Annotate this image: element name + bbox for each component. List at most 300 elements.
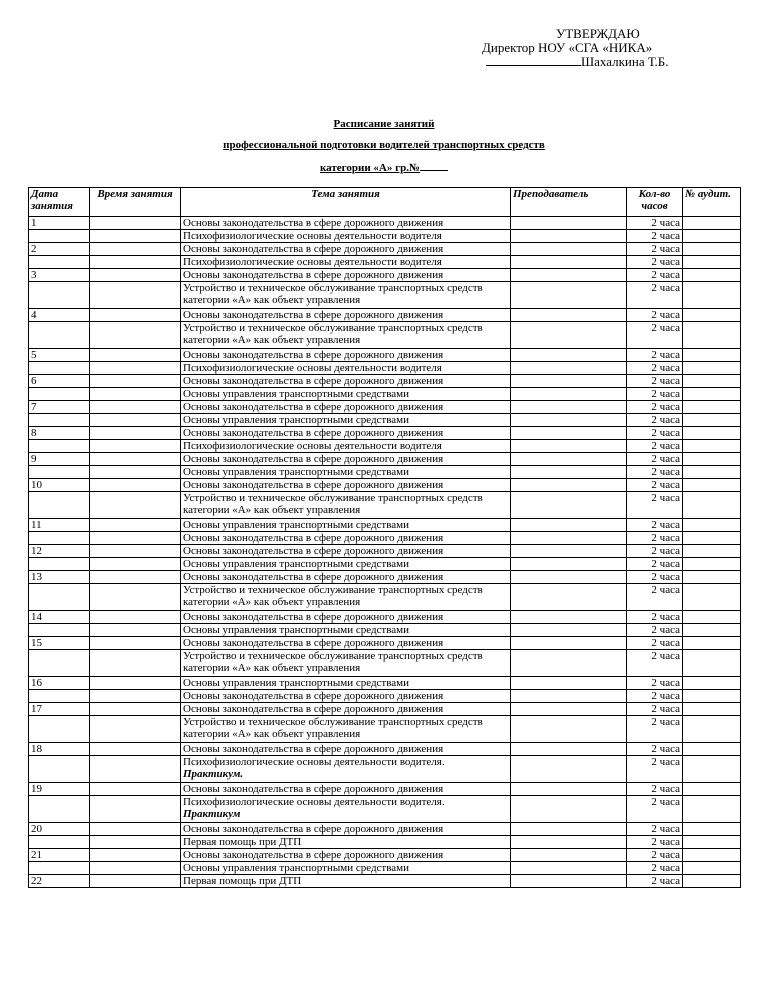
- group-number-blank: [420, 160, 448, 171]
- cell-time: [90, 849, 181, 862]
- cell-date: 2: [29, 243, 90, 256]
- cell-date: 9: [29, 453, 90, 466]
- cell-topic: [181, 362, 511, 375]
- cell-teacher: [511, 269, 627, 282]
- cell-teacher: [511, 243, 627, 256]
- topic-text: Устройство и техническое обслуживание транспортных средств категории «А» как объект управления: [183, 282, 483, 306]
- cell-topic: [181, 756, 511, 783]
- cell-hours: 2 часа: [627, 269, 683, 282]
- cell-time: [90, 309, 181, 322]
- cell-date: 8: [29, 427, 90, 440]
- cell-room: [683, 584, 741, 611]
- cell-date: [29, 584, 90, 611]
- schedule-title: Расписание занятий: [333, 118, 435, 130]
- cell-time: [90, 388, 181, 401]
- cell-room: [683, 349, 741, 362]
- cell-topic: [181, 466, 511, 479]
- approval-heading: УТВЕРЖДАЮ: [556, 26, 640, 41]
- cell-date: [29, 532, 90, 545]
- cell-room: [683, 440, 741, 453]
- cell-hours: 2 часа: [627, 256, 683, 269]
- cell-date: 4: [29, 309, 90, 322]
- topic-text: Основы законодательства в сфере дорожного движения: [183, 637, 444, 649]
- cell-time: [90, 519, 181, 532]
- cell-teacher: [511, 401, 627, 414]
- table-row: [29, 519, 741, 532]
- topic-text: Устройство и техническое обслуживание транспортных средств категории «А» как объект управления: [183, 584, 483, 608]
- cell-room: [683, 849, 741, 862]
- cell-hours: 2 часа: [627, 862, 683, 875]
- cell-hours: 2 часа: [627, 230, 683, 243]
- cell-room: [683, 309, 741, 322]
- cell-teacher: [511, 519, 627, 532]
- table-row: [29, 690, 741, 703]
- cell-date: [29, 624, 90, 637]
- cell-room: [683, 650, 741, 677]
- table-row: [29, 479, 741, 492]
- cell-hours: 2 часа: [627, 836, 683, 849]
- cell-teacher: [511, 453, 627, 466]
- header-date: Дата занятия: [29, 188, 90, 217]
- cell-hours: 2 часа: [627, 282, 683, 309]
- cell-time: [90, 690, 181, 703]
- cell-room: [683, 571, 741, 584]
- topic-text: Основы законодательства в сфере дорожного движения: [183, 269, 444, 281]
- cell-teacher: [511, 427, 627, 440]
- cell-topic: [181, 453, 511, 466]
- table-row: [29, 743, 741, 756]
- cell-date: [29, 796, 90, 823]
- cell-room: [683, 545, 741, 558]
- cell-teacher: [511, 440, 627, 453]
- cell-time: [90, 611, 181, 624]
- practicum-note: Практикум.: [183, 768, 244, 780]
- cell-topic: [181, 703, 511, 716]
- cell-time: [90, 836, 181, 849]
- cell-time: [90, 256, 181, 269]
- cell-teacher: [511, 584, 627, 611]
- cell-teacher: [511, 796, 627, 823]
- cell-time: [90, 349, 181, 362]
- cell-topic: [181, 519, 511, 532]
- cell-date: 17: [29, 703, 90, 716]
- cell-date: [29, 440, 90, 453]
- cell-hours: 2 часа: [627, 414, 683, 427]
- cell-topic: [181, 796, 511, 823]
- cell-hours: 2 часа: [627, 624, 683, 637]
- table-row: [29, 783, 741, 796]
- topic-text: Устройство и техническое обслуживание транспортных средств категории «А» как объект управления: [183, 650, 483, 674]
- cell-time: [90, 427, 181, 440]
- cell-date: 22: [29, 875, 90, 888]
- cell-room: [683, 743, 741, 756]
- topic-text: Основы законодательства в сфере дорожного движения: [183, 545, 444, 557]
- table-row: [29, 532, 741, 545]
- table-row: [29, 677, 741, 690]
- table-row: [29, 230, 741, 243]
- cell-teacher: [511, 716, 627, 743]
- cell-teacher: [511, 375, 627, 388]
- table-row: [29, 584, 741, 611]
- topic-text: Основы управления транспортными средствами: [183, 624, 410, 636]
- cell-date: [29, 322, 90, 349]
- table-row: [29, 836, 741, 849]
- cell-time: [90, 703, 181, 716]
- table-row: [29, 427, 741, 440]
- cell-hours: 2 часа: [627, 401, 683, 414]
- cell-hours: 2 часа: [627, 309, 683, 322]
- topic-text: Основы управления транспортными средствами: [183, 862, 410, 874]
- cell-time: [90, 243, 181, 256]
- table-row: [29, 796, 741, 823]
- topic-text: Основы законодательства в сфере дорожного движения: [183, 453, 444, 465]
- signature-blank: [486, 55, 581, 66]
- cell-date: [29, 414, 90, 427]
- table-row: [29, 269, 741, 282]
- cell-hours: 2 часа: [627, 479, 683, 492]
- cell-date: [29, 690, 90, 703]
- cell-room: [683, 637, 741, 650]
- cell-topic: [181, 571, 511, 584]
- topic-text: Основы законодательства в сфере дорожного движения: [183, 823, 444, 835]
- table-row: [29, 650, 741, 677]
- schedule-table: [28, 187, 741, 888]
- schedule-rows: [29, 217, 741, 888]
- cell-hours: 2 часа: [627, 703, 683, 716]
- table-header-row: [29, 188, 741, 217]
- cell-date: [29, 230, 90, 243]
- cell-date: [29, 466, 90, 479]
- cell-room: [683, 243, 741, 256]
- cell-teacher: [511, 545, 627, 558]
- cell-topic: [181, 783, 511, 796]
- cell-hours: 2 часа: [627, 796, 683, 823]
- cell-date: [29, 716, 90, 743]
- cell-topic: [181, 532, 511, 545]
- cell-time: [90, 756, 181, 783]
- cell-topic: [181, 388, 511, 401]
- cell-hours: 2 часа: [627, 823, 683, 836]
- table-row: [29, 703, 741, 716]
- table-row: [29, 362, 741, 375]
- cell-room: [683, 532, 741, 545]
- cell-room: [683, 862, 741, 875]
- table-row: [29, 862, 741, 875]
- table-row: [29, 401, 741, 414]
- cell-time: [90, 375, 181, 388]
- schedule-subtitle: профессиональной подготовки водителей транспортных средств: [223, 139, 545, 151]
- cell-time: [90, 624, 181, 637]
- cell-hours: 2 часа: [627, 440, 683, 453]
- cell-room: [683, 375, 741, 388]
- cell-time: [90, 322, 181, 349]
- cell-teacher: [511, 571, 627, 584]
- cell-hours: 2 часа: [627, 466, 683, 479]
- cell-room: [683, 875, 741, 888]
- cell-time: [90, 453, 181, 466]
- cell-hours: 2 часа: [627, 650, 683, 677]
- cell-teacher: [511, 322, 627, 349]
- cell-time: [90, 716, 181, 743]
- cell-room: [683, 282, 741, 309]
- table-row: [29, 545, 741, 558]
- cell-topic: [181, 269, 511, 282]
- cell-time: [90, 269, 181, 282]
- table-row: [29, 309, 741, 322]
- cell-date: [29, 558, 90, 571]
- topic-text: Основы законодательства в сфере дорожного движения: [183, 532, 444, 544]
- topic-text: Основы законодательства в сфере дорожного движения: [183, 571, 444, 583]
- cell-time: [90, 558, 181, 571]
- approval-block: [478, 27, 708, 69]
- table-row: [29, 282, 741, 309]
- cell-teacher: [511, 743, 627, 756]
- cell-topic: [181, 743, 511, 756]
- cell-teacher: [511, 532, 627, 545]
- topic-text: Психофизиологические основы деятельности водителя.: [183, 756, 445, 768]
- cell-time: [90, 743, 181, 756]
- cell-room: [683, 362, 741, 375]
- cell-room: [683, 796, 741, 823]
- cell-date: 16: [29, 677, 90, 690]
- cell-date: 18: [29, 743, 90, 756]
- cell-room: [683, 611, 741, 624]
- cell-topic: [181, 545, 511, 558]
- cell-room: [683, 690, 741, 703]
- cell-teacher: [511, 875, 627, 888]
- cell-room: [683, 414, 741, 427]
- cell-hours: 2 часа: [627, 217, 683, 230]
- cell-teacher: [511, 362, 627, 375]
- cell-time: [90, 783, 181, 796]
- cell-room: [683, 427, 741, 440]
- cell-date: 1: [29, 217, 90, 230]
- cell-hours: 2 часа: [627, 349, 683, 362]
- cell-teacher: [511, 862, 627, 875]
- cell-teacher: [511, 783, 627, 796]
- topic-text: Психофизиологические основы деятельности водителя.: [183, 796, 445, 808]
- cell-date: 19: [29, 783, 90, 796]
- cell-teacher: [511, 690, 627, 703]
- cell-teacher: [511, 836, 627, 849]
- cell-room: [683, 519, 741, 532]
- topic-text: Первая помощь при ДТП: [183, 875, 302, 887]
- cell-time: [90, 401, 181, 414]
- topic-text: Основы законодательства в сфере дорожного движения: [183, 375, 444, 387]
- cell-topic: [181, 823, 511, 836]
- cell-room: [683, 453, 741, 466]
- cell-topic: [181, 558, 511, 571]
- cell-teacher: [511, 703, 627, 716]
- cell-topic: [181, 624, 511, 637]
- topic-text: Основы законодательства в сфере дорожного движения: [183, 401, 444, 413]
- cell-topic: [181, 836, 511, 849]
- cell-teacher: [511, 479, 627, 492]
- approval-signature: Шахалкина Т.Б.: [581, 54, 669, 69]
- topic-text: Основы законодательства в сфере дорожного движения: [183, 217, 444, 229]
- cell-room: [683, 401, 741, 414]
- cell-room: [683, 823, 741, 836]
- cell-teacher: [511, 624, 627, 637]
- cell-topic: [181, 349, 511, 362]
- cell-teacher: [511, 349, 627, 362]
- table-row: [29, 558, 741, 571]
- cell-time: [90, 862, 181, 875]
- cell-time: [90, 545, 181, 558]
- cell-teacher: [511, 282, 627, 309]
- topic-text: Основы законодательства в сфере дорожного движения: [183, 690, 444, 702]
- cell-date: 12: [29, 545, 90, 558]
- cell-hours: 2 часа: [627, 637, 683, 650]
- table-row: [29, 571, 741, 584]
- cell-hours: 2 часа: [627, 849, 683, 862]
- cell-hours: 2 часа: [627, 243, 683, 256]
- table-row: [29, 875, 741, 888]
- cell-hours: 2 часа: [627, 783, 683, 796]
- cell-teacher: [511, 558, 627, 571]
- table-row: [29, 492, 741, 519]
- cell-hours: 2 часа: [627, 532, 683, 545]
- topic-text: Основы законодательства в сфере дорожного движения: [183, 427, 444, 439]
- topic-text: Основы законодательства в сфере дорожного движения: [183, 743, 444, 755]
- cell-date: 7: [29, 401, 90, 414]
- cell-topic: [181, 716, 511, 743]
- table-row: [29, 453, 741, 466]
- cell-time: [90, 282, 181, 309]
- table-row: [29, 611, 741, 624]
- cell-topic: [181, 650, 511, 677]
- table-row: [29, 466, 741, 479]
- table-row: [29, 440, 741, 453]
- cell-hours: 2 часа: [627, 453, 683, 466]
- topic-text: Основы законодательства в сфере дорожного движения: [183, 243, 444, 255]
- cell-room: [683, 703, 741, 716]
- cell-time: [90, 584, 181, 611]
- cell-teacher: [511, 637, 627, 650]
- cell-time: [90, 479, 181, 492]
- cell-hours: 2 часа: [627, 492, 683, 519]
- cell-date: 14: [29, 611, 90, 624]
- cell-room: [683, 677, 741, 690]
- header-hours: Кол-во часов: [627, 188, 683, 217]
- cell-time: [90, 492, 181, 519]
- table-row: [29, 756, 741, 783]
- cell-topic: [181, 690, 511, 703]
- topic-text: Основы законодательства в сфере дорожного движения: [183, 703, 444, 715]
- cell-topic: [181, 427, 511, 440]
- cell-date: 10: [29, 479, 90, 492]
- header-teacher: Преподаватель: [511, 188, 627, 217]
- cell-date: [29, 862, 90, 875]
- cell-time: [90, 637, 181, 650]
- cell-time: [90, 466, 181, 479]
- cell-time: [90, 796, 181, 823]
- cell-hours: 2 часа: [627, 362, 683, 375]
- topic-text: Психофизиологические основы деятельности водителя: [183, 362, 442, 374]
- cell-hours: 2 часа: [627, 545, 683, 558]
- cell-date: [29, 492, 90, 519]
- cell-room: [683, 716, 741, 743]
- topic-text: Основы законодательства в сфере дорожного движения: [183, 783, 444, 795]
- cell-room: [683, 230, 741, 243]
- header-time: Время занятия: [90, 188, 181, 217]
- header-room: № аудит.: [683, 188, 741, 217]
- cell-topic: [181, 282, 511, 309]
- cell-hours: 2 часа: [627, 558, 683, 571]
- cell-hours: 2 часа: [627, 690, 683, 703]
- topic-text: Основы законодательства в сфере дорожного движения: [183, 349, 444, 361]
- cell-hours: 2 часа: [627, 743, 683, 756]
- cell-teacher: [511, 466, 627, 479]
- cell-hours: 2 часа: [627, 756, 683, 783]
- table-row: [29, 716, 741, 743]
- cell-topic: [181, 849, 511, 862]
- cell-date: [29, 256, 90, 269]
- cell-topic: [181, 230, 511, 243]
- cell-room: [683, 783, 741, 796]
- cell-teacher: [511, 756, 627, 783]
- table-row: [29, 637, 741, 650]
- cell-date: [29, 650, 90, 677]
- topic-text: Основы управления транспортными средствами: [183, 414, 410, 426]
- cell-room: [683, 322, 741, 349]
- cell-date: [29, 282, 90, 309]
- cell-date: 21: [29, 849, 90, 862]
- cell-room: [683, 388, 741, 401]
- cell-topic: [181, 375, 511, 388]
- approval-signature-line: [478, 55, 708, 69]
- topic-text: Устройство и техническое обслуживание транспортных средств категории «А» как объект управления: [183, 322, 483, 346]
- cell-teacher: [511, 611, 627, 624]
- topic-text: Основы управления транспортными средствами: [183, 558, 410, 570]
- cell-room: [683, 836, 741, 849]
- cell-date: 15: [29, 637, 90, 650]
- cell-hours: 2 часа: [627, 519, 683, 532]
- cell-time: [90, 230, 181, 243]
- cell-time: [90, 414, 181, 427]
- header-topic: Тема занятия: [181, 188, 511, 217]
- cell-date: [29, 756, 90, 783]
- cell-topic: [181, 584, 511, 611]
- topic-text: Основы управления транспортными средствами: [183, 388, 410, 400]
- cell-teacher: [511, 414, 627, 427]
- table-row: [29, 414, 741, 427]
- cell-topic: [181, 440, 511, 453]
- practicum-note: Практикум: [183, 808, 241, 820]
- cell-room: [683, 624, 741, 637]
- table-row: [29, 823, 741, 836]
- cell-topic: [181, 611, 511, 624]
- table-row: [29, 388, 741, 401]
- cell-time: [90, 571, 181, 584]
- cell-time: [90, 875, 181, 888]
- cell-hours: 2 часа: [627, 677, 683, 690]
- cell-time: [90, 650, 181, 677]
- cell-topic: [181, 256, 511, 269]
- topic-text: Первая помощь при ДТП: [183, 836, 302, 848]
- cell-room: [683, 217, 741, 230]
- cell-time: [90, 677, 181, 690]
- table-row: [29, 256, 741, 269]
- cell-hours: 2 часа: [627, 716, 683, 743]
- cell-room: [683, 558, 741, 571]
- cell-topic: [181, 243, 511, 256]
- cell-topic: [181, 309, 511, 322]
- topic-text: Основы законодательства в сфере дорожного движения: [183, 849, 444, 861]
- cell-teacher: [511, 650, 627, 677]
- cell-topic: [181, 414, 511, 427]
- cell-room: [683, 479, 741, 492]
